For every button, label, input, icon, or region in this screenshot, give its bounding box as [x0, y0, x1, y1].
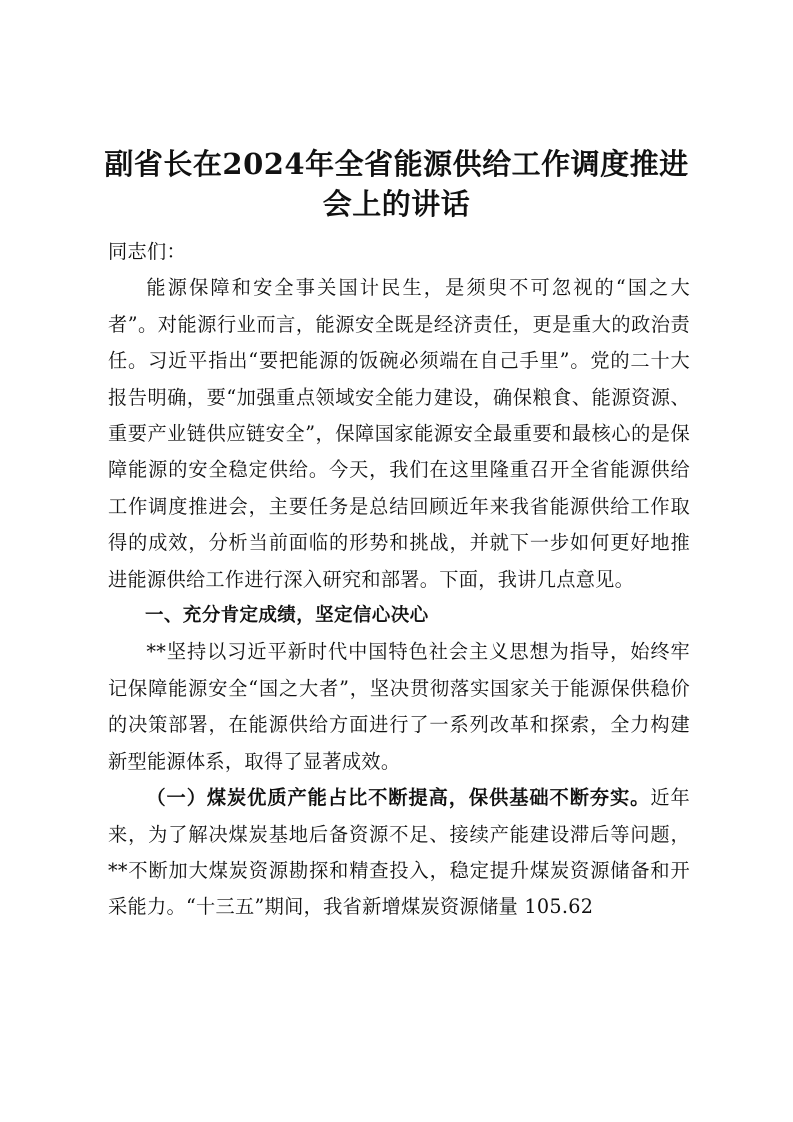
subsection-heading-1: （一）煤炭优质产能占比不断提高，保供基础不断夯实。 — [146, 786, 651, 810]
document-body — [108, 234, 690, 926]
paragraph-intro: 能源保障和安全事关国计民生，是须臾不可忽视的“国之大者”。对能源行业而言，能源安全既是经济责任，更是重大的政治责任。习近平指出“要把能源的饭碗必须端在自己手里”。党的二十大报告明确，要“加强重点领域安全能力建设，确保粮食、能源资源、重要产业链供应链安全”，保障国家能源安全最重要和最核心的是保障能源的安全稳定供给。今天，我们在这里隆重召开全省能源供给工作调度推进会，主要任务是总结回顾近年来我省能源供给工作取得的成效，分析当前面临的形势和挑战，并就下一步如何更好地推进能源供给工作进行深入研究和部署。下面，我讲几点意见。 — [108, 276, 690, 591]
paragraph-coal-text: 近年来，为了解决煤炭基地后备资源不足、接续产能建设滞后等问题，**不断加大煤炭资源勘探和精查投入，稳定提升煤炭资源储备和开采能力。“十三五”期间，我省新增煤炭资源储量 105.62 — [108, 786, 690, 919]
paragraph-achievements: **坚持以习近平新时代中国特色社会主义思想为指导，始终牢记保障能源安全“国之大者”，坚决贯彻落实国家关于能源保供稳价的决策部署，在能源供给方面进行了一系列改革和探索，全力构建新型能源体系，取得了显著成效。 — [108, 640, 690, 773]
paragraph-coal — [108, 780, 690, 926]
salutation: 同志们： — [108, 240, 186, 263]
document-title — [60, 144, 733, 224]
title-line-1: 副省长在2024年全省能源供给工作调度推进 — [104, 147, 689, 181]
title-line-2: 会上的讲话 — [322, 187, 471, 221]
section-heading-1: 一、充分肯定成绩，坚定信心决心 — [145, 605, 429, 627]
